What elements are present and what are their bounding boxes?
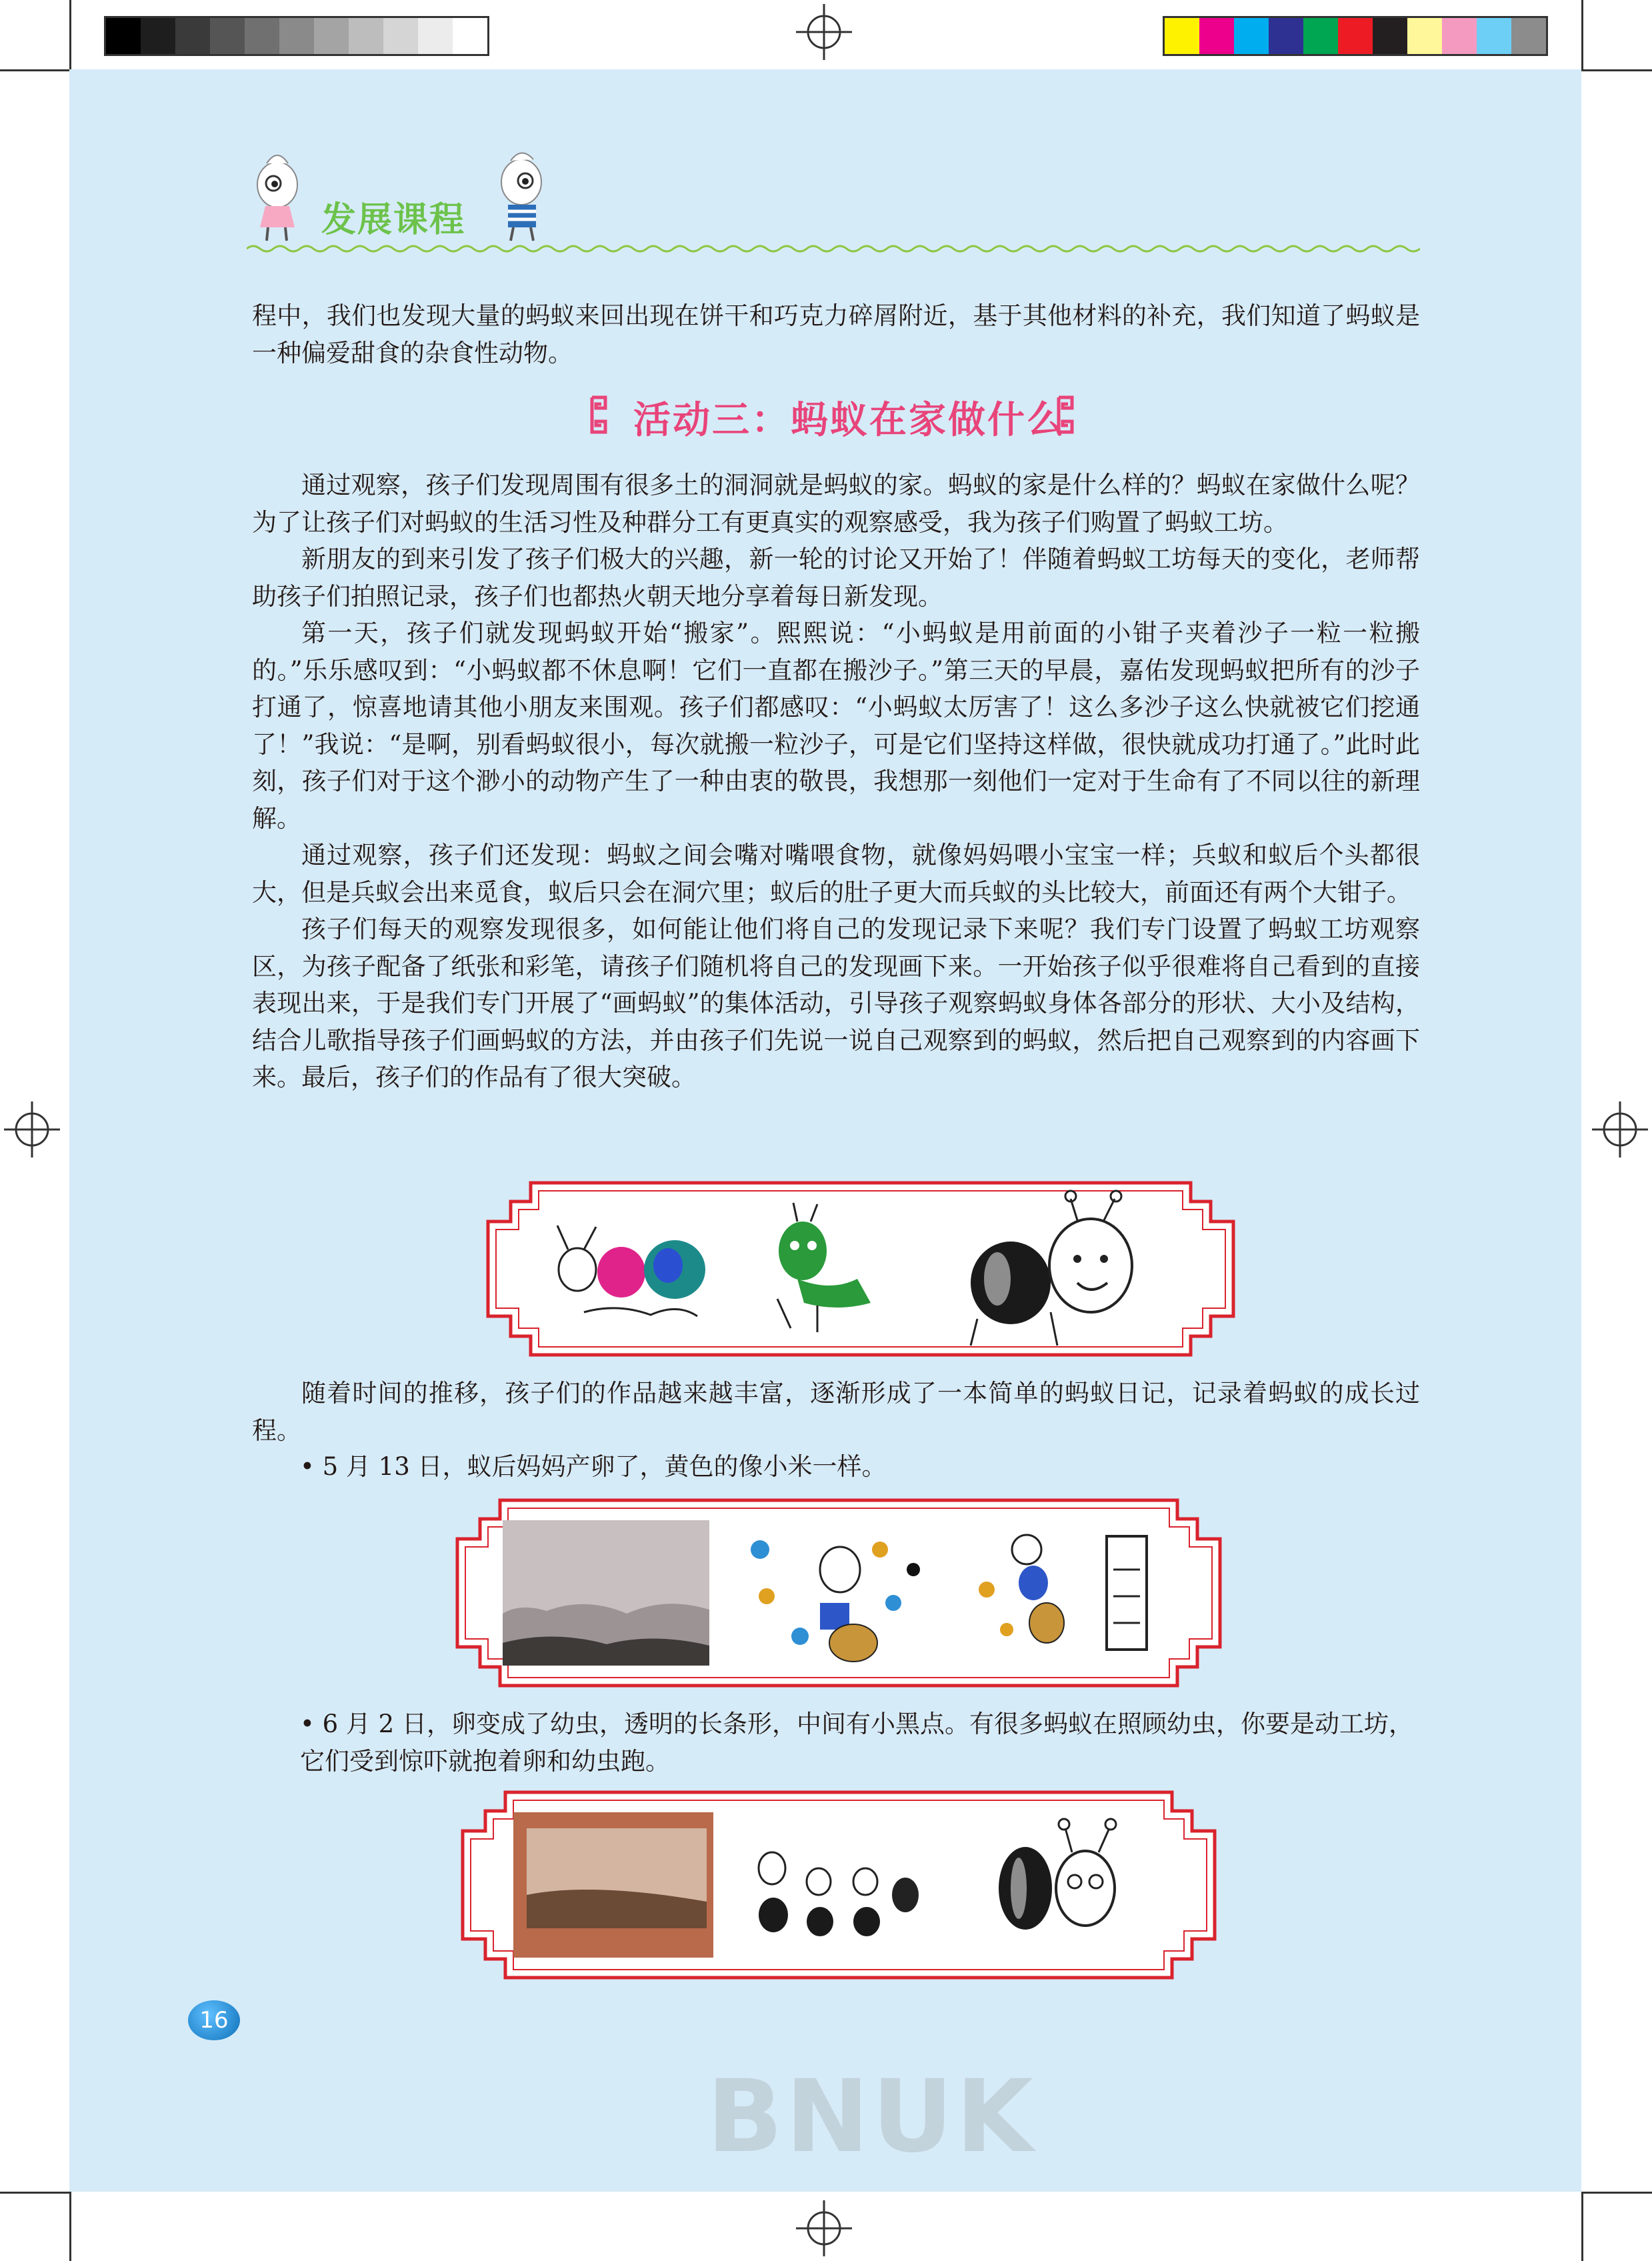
- process-color-bar: [1163, 16, 1548, 56]
- activity-heading: [587, 388, 1080, 441]
- paragraph-text: 程中，我们也发现大量的蚂蚁来回出现在饼干和巧克力碎屑附近，基于其他材料的补充，我们知道了蚂蚁是一种偏爱甜食的杂食性动物。: [252, 301, 1420, 367]
- activity-title: 活动三：蚂蚁在家做什么: [633, 399, 1066, 442]
- girl-mascot-icon: [247, 150, 313, 243]
- paragraph-text: 通过观察，孩子们发现周围有很多土的洞洞就是蚂蚁的家。蚂蚁的家是什么样的？蚂蚁在家做什么呢？为了让孩子们对蚂蚁的生活习性及种群分工有更真实的观察感受，我为孩子们购置了蚂蚁工坊。: [252, 471, 1420, 537]
- crop-mark: [1581, 2192, 1652, 2194]
- paragraph-text: 新朋友的到来引发了孩子们极大的兴趣，新一轮的讨论又开始了！伴随着蚂蚁工坊每天的变化，老师帮助孩子们拍照记录，孩子们也都热火朝天地分享着每日新发现。: [252, 545, 1420, 611]
- boy-mascot-icon: [487, 150, 560, 243]
- registration-mark: [796, 4, 852, 60]
- crop-mark: [0, 69, 69, 71]
- registration-mark: [1592, 1101, 1648, 1158]
- header-wavy-divider: [247, 243, 1420, 254]
- paragraph-text: 孩子们每天的观察发现很多，如何能让他们将自己的发现记录下来呢？我们专门设置了蚂蚁工坊观察区，为孩子配备了纸张和彩笔，请孩子们随机将自己的发现画下来。一开始孩子似乎很难将自己看到的直接表现出来，于是我们专门开展了“画蚂蚁”的集体活动，引导孩子观察蚂蚁身体各部分的形状、大小及结构，结合儿歌指导孩子们画蚂蚁的方法，并由孩子们先说一说自己观察到的蚂蚁，然后把自己观察到的内容画下来。最后，孩子们的作品有了很大突破。: [252, 915, 1420, 1091]
- crop-mark: [1581, 69, 1652, 71]
- main-body: [252, 467, 1420, 1096]
- intro-paragraph: [252, 297, 1420, 371]
- crop-mark: [1581, 2192, 1583, 2261]
- ant-farm-photo-larvae: [513, 1812, 713, 1958]
- crop-mark: [0, 2192, 69, 2194]
- grayscale-color-bar: [104, 16, 489, 56]
- crop-mark: [1581, 0, 1583, 69]
- ant-farm-photo-eggs: [503, 1520, 709, 1666]
- page-number: 16: [188, 2000, 240, 2040]
- egg-stage-frame: [453, 1496, 1224, 1690]
- paragraph-text: 随着时间的推移，孩子们的作品越来越丰富，逐渐形成了一本简单的蚂蚁日记，记录着蚂蚁的成长过程。: [252, 1379, 1420, 1445]
- fret-ornament-icon: [587, 395, 611, 435]
- crop-mark: [69, 0, 71, 69]
- crop-mark: [69, 2192, 71, 2261]
- registration-mark: [4, 1101, 60, 1158]
- section-title: 发展课程: [321, 200, 466, 240]
- diary-entry-may-13: • 5 月 13 日，蚁后妈妈产卵了，黄色的像小米一样。: [300, 1452, 887, 1481]
- diary-paragraph: [252, 1375, 1420, 1449]
- registration-mark: [796, 2200, 852, 2256]
- larva-stage-frame: [459, 1788, 1219, 1982]
- diary-entry-june-2: • 6 月 2 日，卵变成了幼虫，透明的长条形，中间有小黑点。有很多蚂蚁在照顾幼虫，你要是动工坊，它们受到惊吓就抱着卵和幼虫跑。: [300, 1710, 1413, 1776]
- ant-drawings-frame: [484, 1179, 1237, 1359]
- fret-ornament-icon: [1053, 395, 1077, 435]
- paragraph-text: 通过观察，孩子们还发现：蚂蚁之间会嘴对嘴喂食物，就像妈妈喂小宝宝一样；兵蚁和蚁后个头都很大，但是兵蚁会出来觅食，蚁后只会在洞穴里；蚁后的肚子更大而兵蚁的头比较大，前面还有两个大钳子。: [252, 841, 1420, 907]
- section-header: [247, 150, 1420, 257]
- watermark: BNUK: [707, 2059, 1036, 2175]
- paragraph-text: 第一天，孩子们就发现蚂蚁开始“搬家”。熙熙说：“小蚂蚁是用前面的小钳子夹着沙子一粒一粒搬的。”乐乐感叹到：“小蚂蚁都不休息啊！它们一直都在搬沙子。”第三天的早晨，嘉佑发现蚂蚁把所有的沙子打通了，惊喜地请其他小朋友来围观。孩子们都感叹：“小蚂蚁太厉害了！这么多沙子这么快就被它们挖通了！”我说：“是啊，别看蚂蚁很小，每次就搬一粒沙子，可是它们坚持这样做，很快就成功打通了。”此时此刻，孩子们对于这个渺小的动物产生了一种由衷的敬畏，我想那一刻他们一定对于生命有了不同以往的新理解。: [252, 619, 1420, 833]
